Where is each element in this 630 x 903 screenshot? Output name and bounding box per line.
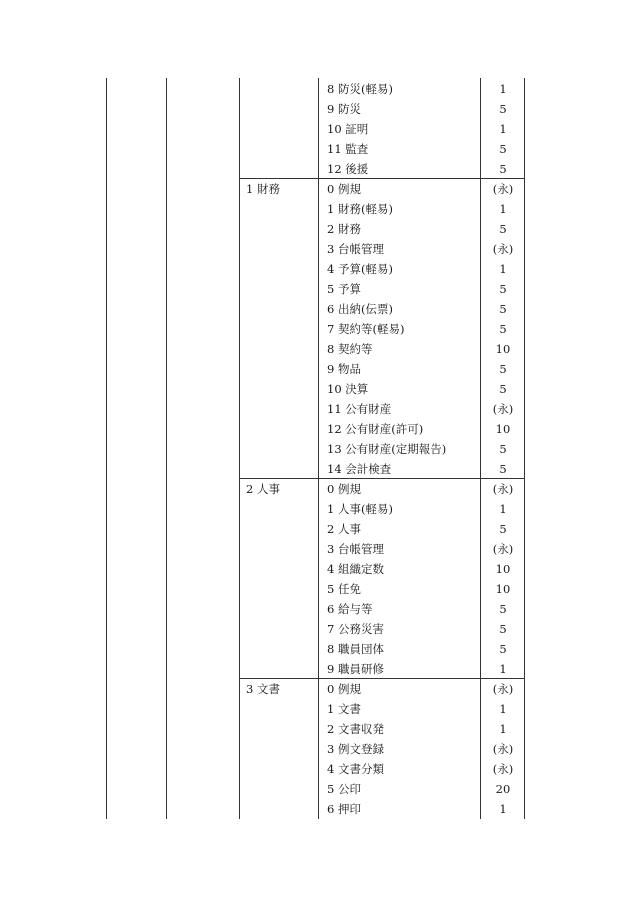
- item-label: 8 契約等: [327, 342, 373, 356]
- retention-period: (永): [492, 482, 514, 496]
- item-label: 1 文書: [327, 702, 361, 716]
- retention-period: 10: [495, 422, 511, 436]
- retention-period: 5: [499, 282, 507, 296]
- retention-period: 5: [499, 442, 507, 456]
- item-label: 5 公印: [327, 782, 361, 796]
- retention-period: (永): [492, 682, 514, 696]
- retention-period: 1: [499, 502, 507, 516]
- item-label: 4 予算(軽易): [327, 262, 393, 276]
- retention-period: 1: [499, 702, 507, 716]
- item-label: 7 公務災害: [327, 622, 384, 636]
- retention-period: 5: [499, 622, 507, 636]
- retention-period: 1: [499, 122, 507, 136]
- group-divider: [239, 478, 524, 479]
- retention-period: (永): [492, 242, 514, 256]
- retention-period: 10: [495, 342, 511, 356]
- column-border: [480, 78, 481, 819]
- item-label: 2 人事: [327, 522, 361, 536]
- retention-period: 1: [499, 722, 507, 736]
- retention-period: 5: [499, 602, 507, 616]
- retention-period: 5: [499, 322, 507, 336]
- retention-period: 5: [499, 162, 507, 176]
- category-label: 1 財務: [246, 182, 280, 196]
- item-label: 9 防災: [327, 102, 361, 116]
- retention-period: 1: [499, 202, 507, 216]
- category-label: 3 文書: [246, 682, 280, 696]
- retention-period: (永): [492, 182, 514, 196]
- retention-period: 5: [499, 302, 507, 316]
- category-label: 2 人事: [246, 482, 280, 496]
- item-label: 9 物品: [327, 362, 361, 376]
- item-label: 6 押印: [327, 802, 361, 816]
- column-border: [166, 78, 167, 819]
- item-label: 1 財務(軽易): [327, 202, 393, 216]
- item-label: 2 財務: [327, 222, 361, 236]
- item-label: 12 後援: [327, 162, 369, 176]
- retention-period: (永): [492, 402, 514, 416]
- retention-period: 1: [499, 802, 507, 816]
- item-label: 5 任免: [327, 582, 361, 596]
- retention-period: 10: [495, 582, 511, 596]
- retention-period: 5: [499, 222, 507, 236]
- column-border: [318, 78, 319, 819]
- item-label: 3 例文登録: [327, 742, 384, 756]
- item-label: 6 出納(伝票): [327, 302, 393, 316]
- item-label: 14 会計検査: [327, 462, 392, 476]
- item-label: 6 給与等: [327, 602, 373, 616]
- item-label: 8 防災(軽易): [327, 82, 393, 96]
- item-label: 3 台帳管理: [327, 242, 384, 256]
- column-border: [239, 78, 240, 819]
- retention-period: 5: [499, 102, 507, 116]
- retention-period: (永): [492, 762, 514, 776]
- item-label: 8 職員団体: [327, 642, 384, 656]
- item-label: 10 決算: [327, 382, 369, 396]
- item-label: 12 公有財産(許可): [327, 422, 424, 436]
- retention-period: 1: [499, 82, 507, 96]
- group-divider: [239, 678, 524, 679]
- retention-period: 5: [499, 462, 507, 476]
- item-label: 5 予算: [327, 282, 361, 296]
- item-label: 4 組織定数: [327, 562, 384, 576]
- item-label: 1 人事(軽易): [327, 502, 393, 516]
- item-label: 2 文書収発: [327, 722, 384, 736]
- retention-period: 1: [499, 262, 507, 276]
- retention-period: 5: [499, 522, 507, 536]
- column-border: [106, 78, 107, 819]
- item-label: 3 台帳管理: [327, 542, 384, 556]
- retention-period: 1: [499, 662, 507, 676]
- item-label: 0 例規: [327, 682, 361, 696]
- retention-period: 5: [499, 642, 507, 656]
- retention-period: (永): [492, 542, 514, 556]
- retention-period: 10: [495, 562, 511, 576]
- column-border: [524, 78, 525, 819]
- retention-period: 5: [499, 142, 507, 156]
- retention-period: 5: [499, 362, 507, 376]
- retention-period: 20: [495, 782, 511, 796]
- item-label: 13 公有財産(定期報告): [327, 442, 447, 456]
- retention-period: 5: [499, 382, 507, 396]
- item-label: 4 文書分類: [327, 762, 384, 776]
- item-label: 10 証明: [327, 122, 369, 136]
- retention-period: (永): [492, 742, 514, 756]
- item-label: 0 例規: [327, 482, 361, 496]
- item-label: 0 例規: [327, 182, 361, 196]
- group-divider: [239, 178, 524, 179]
- item-label: 9 職員研修: [327, 662, 384, 676]
- item-label: 7 契約等(軽易): [327, 322, 405, 336]
- item-label: 11 監査: [327, 142, 369, 156]
- item-label: 11 公有財産: [327, 402, 392, 416]
